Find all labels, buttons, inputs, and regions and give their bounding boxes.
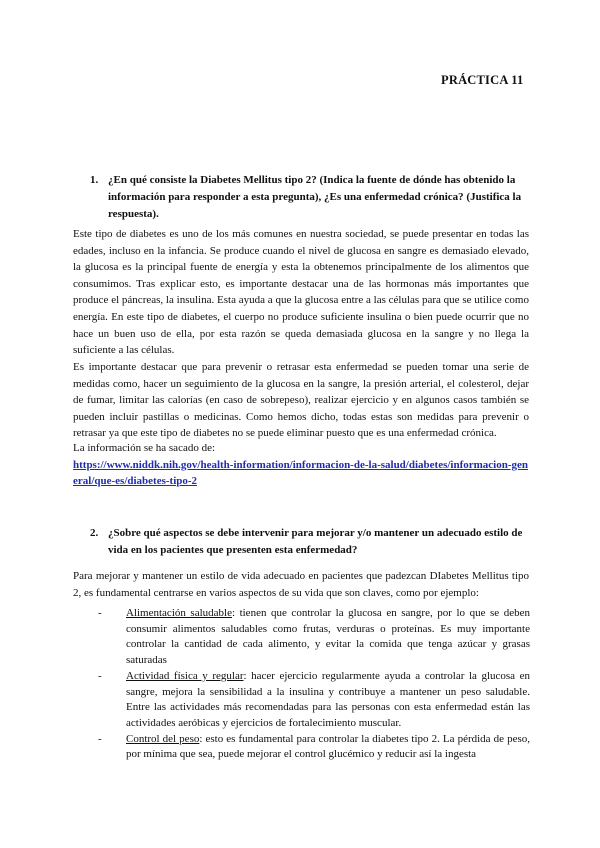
list-item-text: : tienen que controlar la glucosa en sangre, por lo que se deben consumir alimentos saludables como frutas, verduras o proteínas. Es muy importante controlar la cantidad de cada alimento, y evitar la comida que tenga azúcar y grasas saturadas (126, 607, 530, 667)
list-item-text: : hacer ejercicio regularmente ayuda a controlar la glucosa en sangre, mejora la sensibilidad a la insulina y contribuye a mantener un peso saludable. Entre las actividades más recomendadas para las personas con esta enfermedad están las actividades aeróbicas y ejercicios de fortalecimiento muscular. (126, 669, 530, 729)
source-block (73, 440, 529, 490)
question-2 (90, 525, 530, 559)
bullet-marker: - (98, 669, 102, 682)
list-item (98, 669, 530, 732)
answer-1-paragraph-2: Es importante destacar que para prevenir o retrasar esta enfermedad se pueden tomar una serie de medidas como, hacer un seguimiento de la glucosa en la sangre, la presión arterial, el colesterol, dejar de fumar, limitar las calorías (en caso de sobrepeso), realizar ejercicio y en algunos casos también se pueden incluir pastillas o medicinas. Como hemos dicho, todas estas son medidas para prevenir o retrasar ya que este tipo de diabetes no se puede eliminar puesto que es una enfermedad crónica. (73, 361, 529, 440)
question-1-number: 1. (90, 174, 99, 186)
question-2-number: 2. (90, 527, 99, 539)
question-2-text: ¿Sobre qué aspectos se debe intervenir para mejorar y/o mantener un adecuado estilo de vida en los pacientes que presenten esta enfermedad? (108, 527, 523, 556)
list-item-heading: Alimentación saludable (126, 607, 232, 619)
question-1-text: ¿En qué consiste la Diabetes Mellitus tipo 2? (Indica la fuente de dónde has obtenido la información para responder a esta pregunta), ¿Es una enfermedad crónica? (Justifica la respuesta). (108, 174, 522, 220)
answer-2-intro: Para mejorar y mantener un estilo de vida adecuado en pacientes que padezcan DIabetes Mellitus tipo 2, es fundamental centrarse en varios aspectos de su vida que son claves, como por ejemplo: (73, 570, 529, 599)
bullet-marker: - (98, 607, 102, 619)
question-1 (90, 172, 530, 223)
list-item (98, 732, 530, 763)
list-item-text: : esto es fundamental para controlar la diabetes tipo 2. La pérdida de peso, por mínima que sea, puede mejorar el control glucémico y reducir así la ingesta (126, 732, 530, 761)
source-label: La información se ha sacado de: (73, 442, 216, 454)
list-item-heading: Control del peso (126, 732, 200, 745)
answer-1-paragraph-1: Este tipo de diabetes es uno de los más comunes en nuestra sociedad, se puede presentar en todas las edades, incluso en la infancia. Se produce cuando el nivel de glucosa en sangre es demasiado elevado, la glucosa es la principal fuente de energía y esta la obtenemos principalmente de los alimentos que consumimos. Tras explicar esto, es importante destacar una de las hormonas más importantes que produce el páncreas, la insulina. Esta ayuda a que la glucosa entre a las células para que se utilice como energía. En este tipo de diabetes, el cuerpo no produce suficiente insulina o bien puede ocurrir que no hace un buen uso de ella, por esta razón se queda demasiada glucosa en la sangre y no llega la suficiente a las células. (73, 228, 529, 357)
list-item (98, 606, 530, 669)
list-item-heading: Actividad física y regular (126, 669, 244, 682)
bullet-marker: - (98, 732, 102, 745)
aspects-list (98, 606, 530, 763)
page-title: PRÁCTICA 11 (441, 73, 524, 87)
source-link[interactable]: https://www.niddk.nih.gov/health-information/informacion-de-la-salud/diabetes/informacion-general/que-es/diabetes-tipo-2 (73, 458, 529, 488)
